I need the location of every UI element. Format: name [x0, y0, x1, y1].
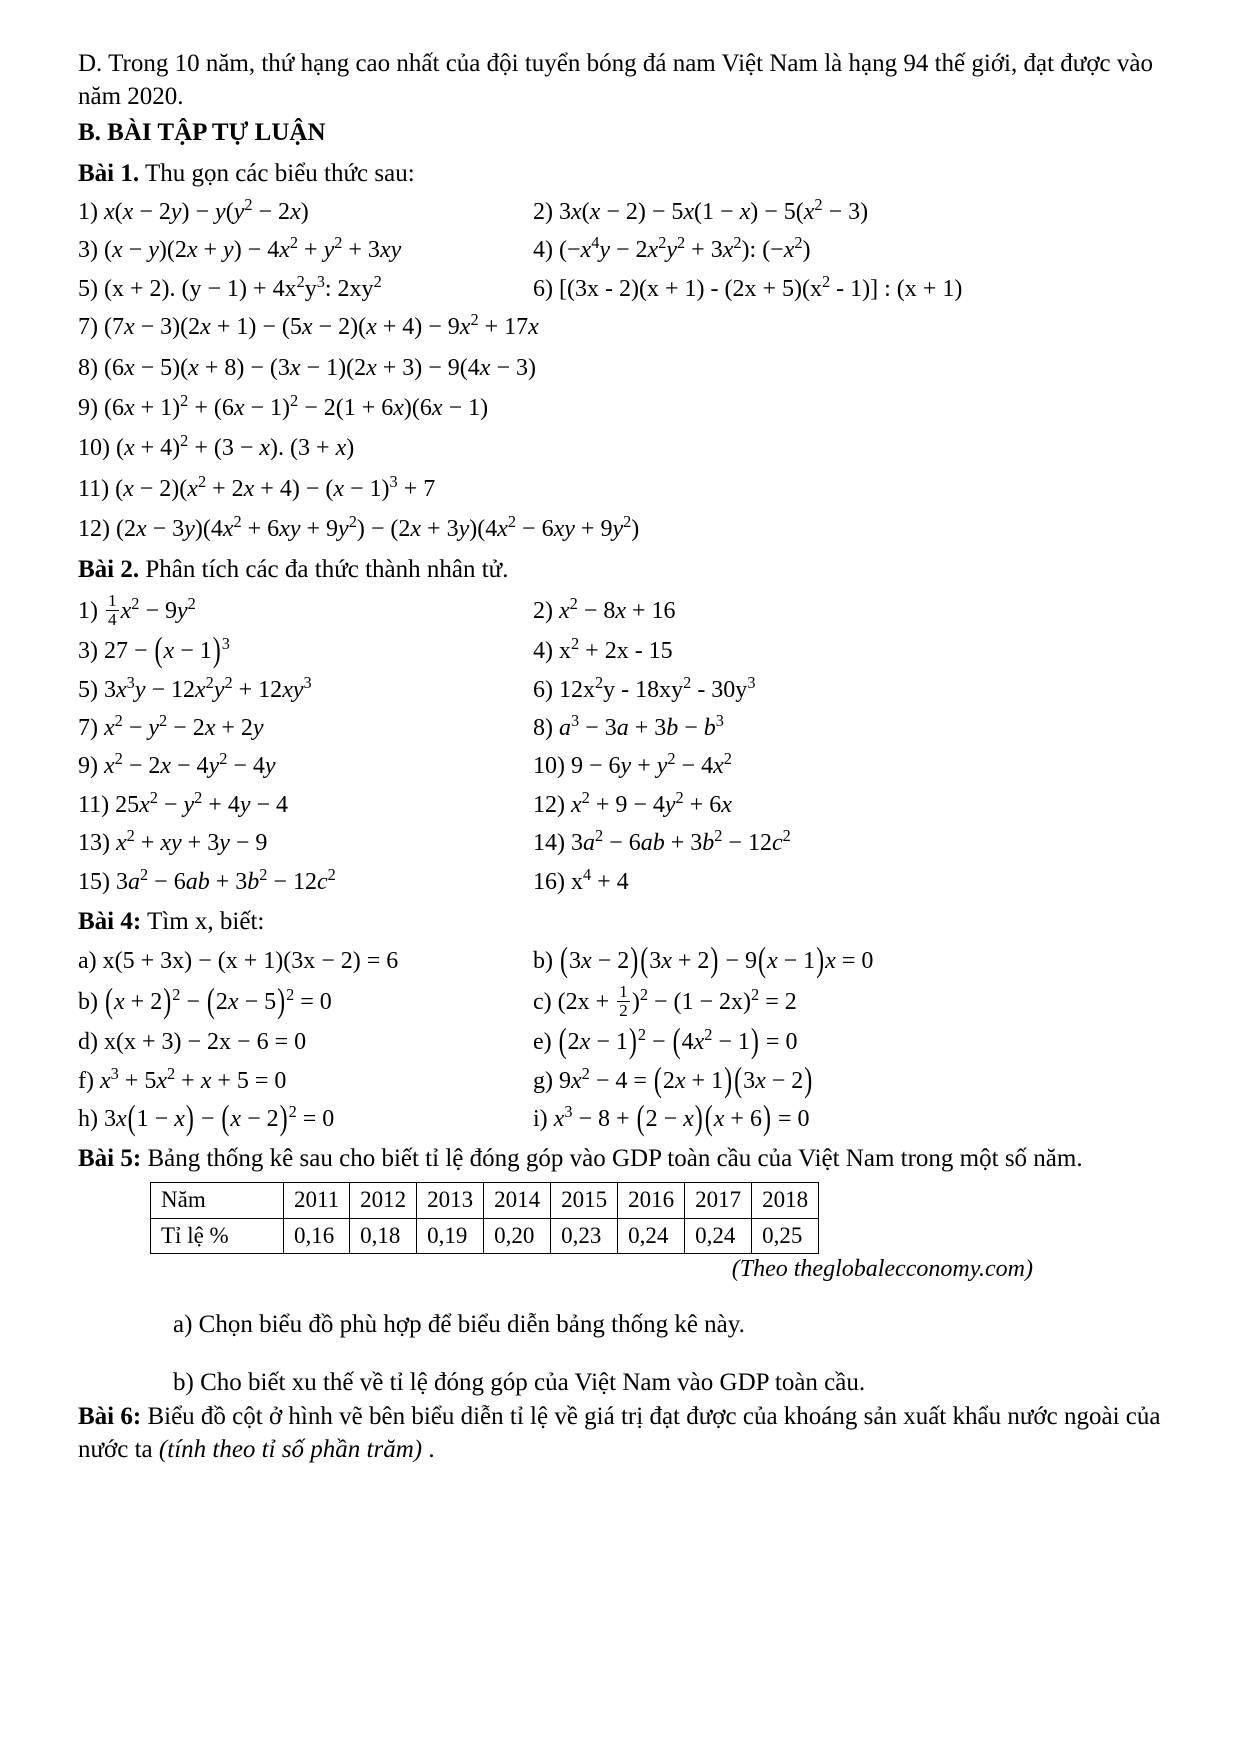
bai1-item-1: 1) $x(x - 2y) - y(y^2 - 2x)$ [78, 195, 309, 225]
bai4-item-e: e) $(2x - 1)^2 - (4x^2 - 1) = 0$ [533, 1023, 798, 1061]
bai2-item-15: 15) $3a^2 - 6ab + 3b^2 - 12c^2$ [78, 864, 336, 895]
year-cell-2015: 2015 [551, 1182, 618, 1218]
bai1-prompt: Thu gọn các biểu thức sau: [144, 159, 415, 187]
bai1-row-3 [78, 273, 1163, 305]
gdp-stat-table [150, 1182, 819, 1255]
table-row-rates [151, 1218, 819, 1254]
bai2-row-7 [78, 827, 1163, 859]
bai4-heading [78, 906, 1163, 939]
bai1-item-9: 9) $(6x + 1)^2 + (6x - 1)^2 - 2(1 + 6x)(6x - 1)$ [78, 390, 489, 421]
bai2-item-14: 14) $3a^2 - 6ab + 3b^2 - 12c^2$ [533, 826, 791, 857]
bai2-item-6: 6) $12x^2y - 18xy^2 - 30y^3$ [533, 672, 756, 703]
rate-cell-2011: 0,16 [284, 1218, 350, 1254]
bai6-text-1: Biểu đồ cột ở hình vẽ bên biểu diễn tỉ lệ về giá trị đạt được của khoáng sản xuất khẩu nước ngoài của nước ta [78, 1403, 1161, 1463]
year-cell-2018: 2018 [752, 1182, 819, 1218]
table-source: (Theo theglobalecconomy.com) [731, 1256, 1033, 1283]
bai2-item-1: 1) $\frac{1}{4}$ $x^2 - 9y^2$ [78, 591, 196, 630]
bai4-row-4 [78, 1061, 1163, 1100]
bai4-item-g: g) $9x^2 - 4 = (2x + 1)(3x - 2)$ [533, 1061, 813, 1100]
bai4-row-5 [78, 1100, 1163, 1138]
bai1-item-2: 2) $3x(x - 2) - 5x(1 - x) - 5(x^2 - 3)$ [533, 195, 869, 225]
bai1-heading [78, 158, 1163, 191]
top-option-d [78, 48, 1163, 113]
bai2-item-13: 13) $x^2$ + xy + 3y − 9 [78, 826, 268, 857]
bai4-row-1 [78, 941, 1163, 980]
year-cell-2016: 2016 [618, 1182, 685, 1218]
bai6-label: Bài 6: [78, 1403, 142, 1431]
bai2-item-10: 10) $9 - 6y + y^2 - 4x^2$ [533, 749, 732, 780]
bai2-item-3: 3) $27 - (x - 1)^3$ [78, 632, 230, 671]
bai2-item-11: 11) $25x^2 - y^2 + 4y - 4$ [78, 787, 289, 818]
bai1-item-5: 5) (x + 2). $(y - 1) + 4x^2y^3$: $2xy^2$ [78, 271, 382, 302]
section-heading-b [78, 117, 1163, 150]
bai6-text-2: . [422, 1435, 435, 1463]
bai2-item-8: 8) $a^3 - 3a + 3b - b^3$ [533, 711, 724, 742]
bai4-item-b1: b) (3x − 2)(3x + 2) − 9(x − 1)x = 0 [533, 941, 874, 980]
bai4-row-2 [78, 983, 1163, 1020]
year-cell-2014: 2014 [484, 1182, 551, 1218]
rate-cell-2017: 0,24 [685, 1218, 752, 1254]
bai1-item-7: 7) $(7x - 3)(2x + 1) - (5x - 2)(x + 4) - 9x^2 + 17x$ [78, 310, 539, 341]
year-cell-2013: 2013 [417, 1182, 484, 1218]
bai5-label: Bài 5: [78, 1145, 142, 1173]
top-option-text: D. Trong 10 năm, thứ hạng cao nhất của đội tuyển bóng đá nam Việt Nam là hạng 94 thế giới, đạt được vào năm 2020. [78, 50, 1153, 110]
rate-cell-2016: 0,24 [618, 1218, 685, 1254]
bai4-item-c: c) (2x + $\frac{1}{2}$ )$^2 - (1 - 2x)^2 = 2$ [533, 981, 797, 1021]
bai4-item-f: f) $x^3 + 5x^2 + x + 5 = 0$ [78, 1063, 287, 1094]
bai4-row-3 [78, 1023, 1163, 1061]
bai1-item-6: 6) $[(3x - 2)(x + 1) - (2x + 5)(x^2 - 1)]$ : (x + 1) [533, 271, 963, 302]
bai2-item-2: 2) $x^2 - 8x + 16$ [533, 593, 676, 624]
bai2-item-16: 16) $x^4 + 4$ [533, 864, 629, 895]
bai2-row-6 [78, 789, 1163, 821]
bai2-heading [78, 554, 1163, 587]
row-label-year: Năm [151, 1182, 284, 1218]
bai4-item-i: i) $x^3 - 8 + (2 - x)(x + 6) = 0$ [533, 1100, 810, 1138]
bai5-sub-b: b) Cho biết xu thế về tỉ lệ đóng góp của Việt Nam vào GDP toàn cầu. [173, 1369, 866, 1397]
bai2-item-4: 4) $x^2 + 2x - 15$ [533, 634, 673, 665]
bai2-row-1 [78, 592, 1163, 629]
bai6-heading [78, 1401, 1163, 1466]
bai1-item-8: 8) (6x − 5)(x + 8) − (3x − 1)(2x + 3) − 9(4x − 3) [78, 354, 536, 381]
bai1-item-3: 3) $(x - y)(2x + y) - 4x^2 + y^2 + 3xy$ [78, 233, 402, 264]
bai1-item-4: 4) $(-x^4y - 2x^2y^2 + 3x^2)$: $(-x^2)$ [533, 233, 811, 264]
bai2-item-7: 7) $x^2 - y^2 - 2x + 2y$ [78, 711, 264, 742]
bai2-prompt: Phân tích các đa thức thành nhân tử. [145, 555, 509, 583]
bai4-label: Bài 4: [78, 908, 142, 936]
rate-cell-2012: 0,18 [350, 1218, 417, 1254]
bai4-item-a: a) x(5 + 3x) − (x + 1)(3x − 2) = 6 [78, 947, 399, 974]
bai1-item-11: 11) $(x - 2)(x^2 + 2x + 4) - (x - 1)^3 + 7$ [78, 471, 436, 502]
bai2-row-2 [78, 632, 1163, 671]
bai2-row-8 [78, 866, 1163, 898]
bai2-row-4 [78, 712, 1163, 744]
bai6-text-italic: (tính theo tỉ số phần trăm) [158, 1435, 423, 1463]
row-label-rate: Tỉ lệ % [151, 1218, 284, 1254]
bai2-item-12: 12) $x^2 + 9 - 4y^2 + 6x$ [533, 787, 732, 818]
bai4-item-d: d) x(x + 3) − 2x − 6 = 0 [78, 1029, 307, 1056]
rate-cell-2018: 0,25 [752, 1218, 819, 1254]
bai4-item-h: h) $3x(1 - x) - (x - 2)^2 = 0$ [78, 1100, 335, 1138]
bai1-row-1 [78, 196, 1163, 228]
rate-cell-2013: 0,19 [417, 1218, 484, 1254]
year-cell-2011: 2011 [284, 1182, 350, 1218]
bai2-item-5: 5) $3x^3y - 12x^2y^2 + 12xy^3$ [78, 672, 312, 703]
bai5-heading [78, 1143, 1163, 1176]
rate-cell-2015: 0,23 [551, 1218, 618, 1254]
year-cell-2012: 2012 [350, 1182, 417, 1218]
table-row-years [151, 1182, 819, 1218]
bai2-row-5 [78, 750, 1163, 782]
bai2-item-9: 9) $x^2 - 2x - 4y^2 - 4y$ [78, 749, 276, 780]
bai5-prompt: Bảng thống kê sau cho biết tỉ lệ đóng góp vào GDP toàn cầu của Việt Nam trong một số năm. [147, 1145, 1083, 1173]
rate-cell-2014: 0,20 [484, 1218, 551, 1254]
bai4-prompt: Tìm x, biết: [147, 908, 265, 936]
bai4-item-b2: b) $(x + 2)^2 - (2x - 5)^2 = 0$ [78, 982, 332, 1021]
bai1-label: Bài 1. [78, 159, 140, 187]
bai1-row-2 [78, 234, 1163, 266]
year-cell-2017: 2017 [685, 1182, 752, 1218]
section-heading-text: B. BÀI TẬP TỰ LUẬN [78, 119, 326, 146]
bai2-row-3 [78, 674, 1163, 706]
bai5-sub-a: a) Chọn biểu đồ phù hợp để biểu diễn bảng thống kê này. [173, 1311, 745, 1339]
bai2-label: Bài 2. [78, 555, 140, 583]
bai1-item-10: 10) $(x + 4)^2 + (3 - x)$. (3 + x) [78, 431, 355, 462]
bai1-item-12: 12) $(2x - 3y)(4x^2 + 6xy + 9y^2) - (2x + 3y)(4x^2 - 6xy + 9y^2)$ [78, 512, 640, 543]
